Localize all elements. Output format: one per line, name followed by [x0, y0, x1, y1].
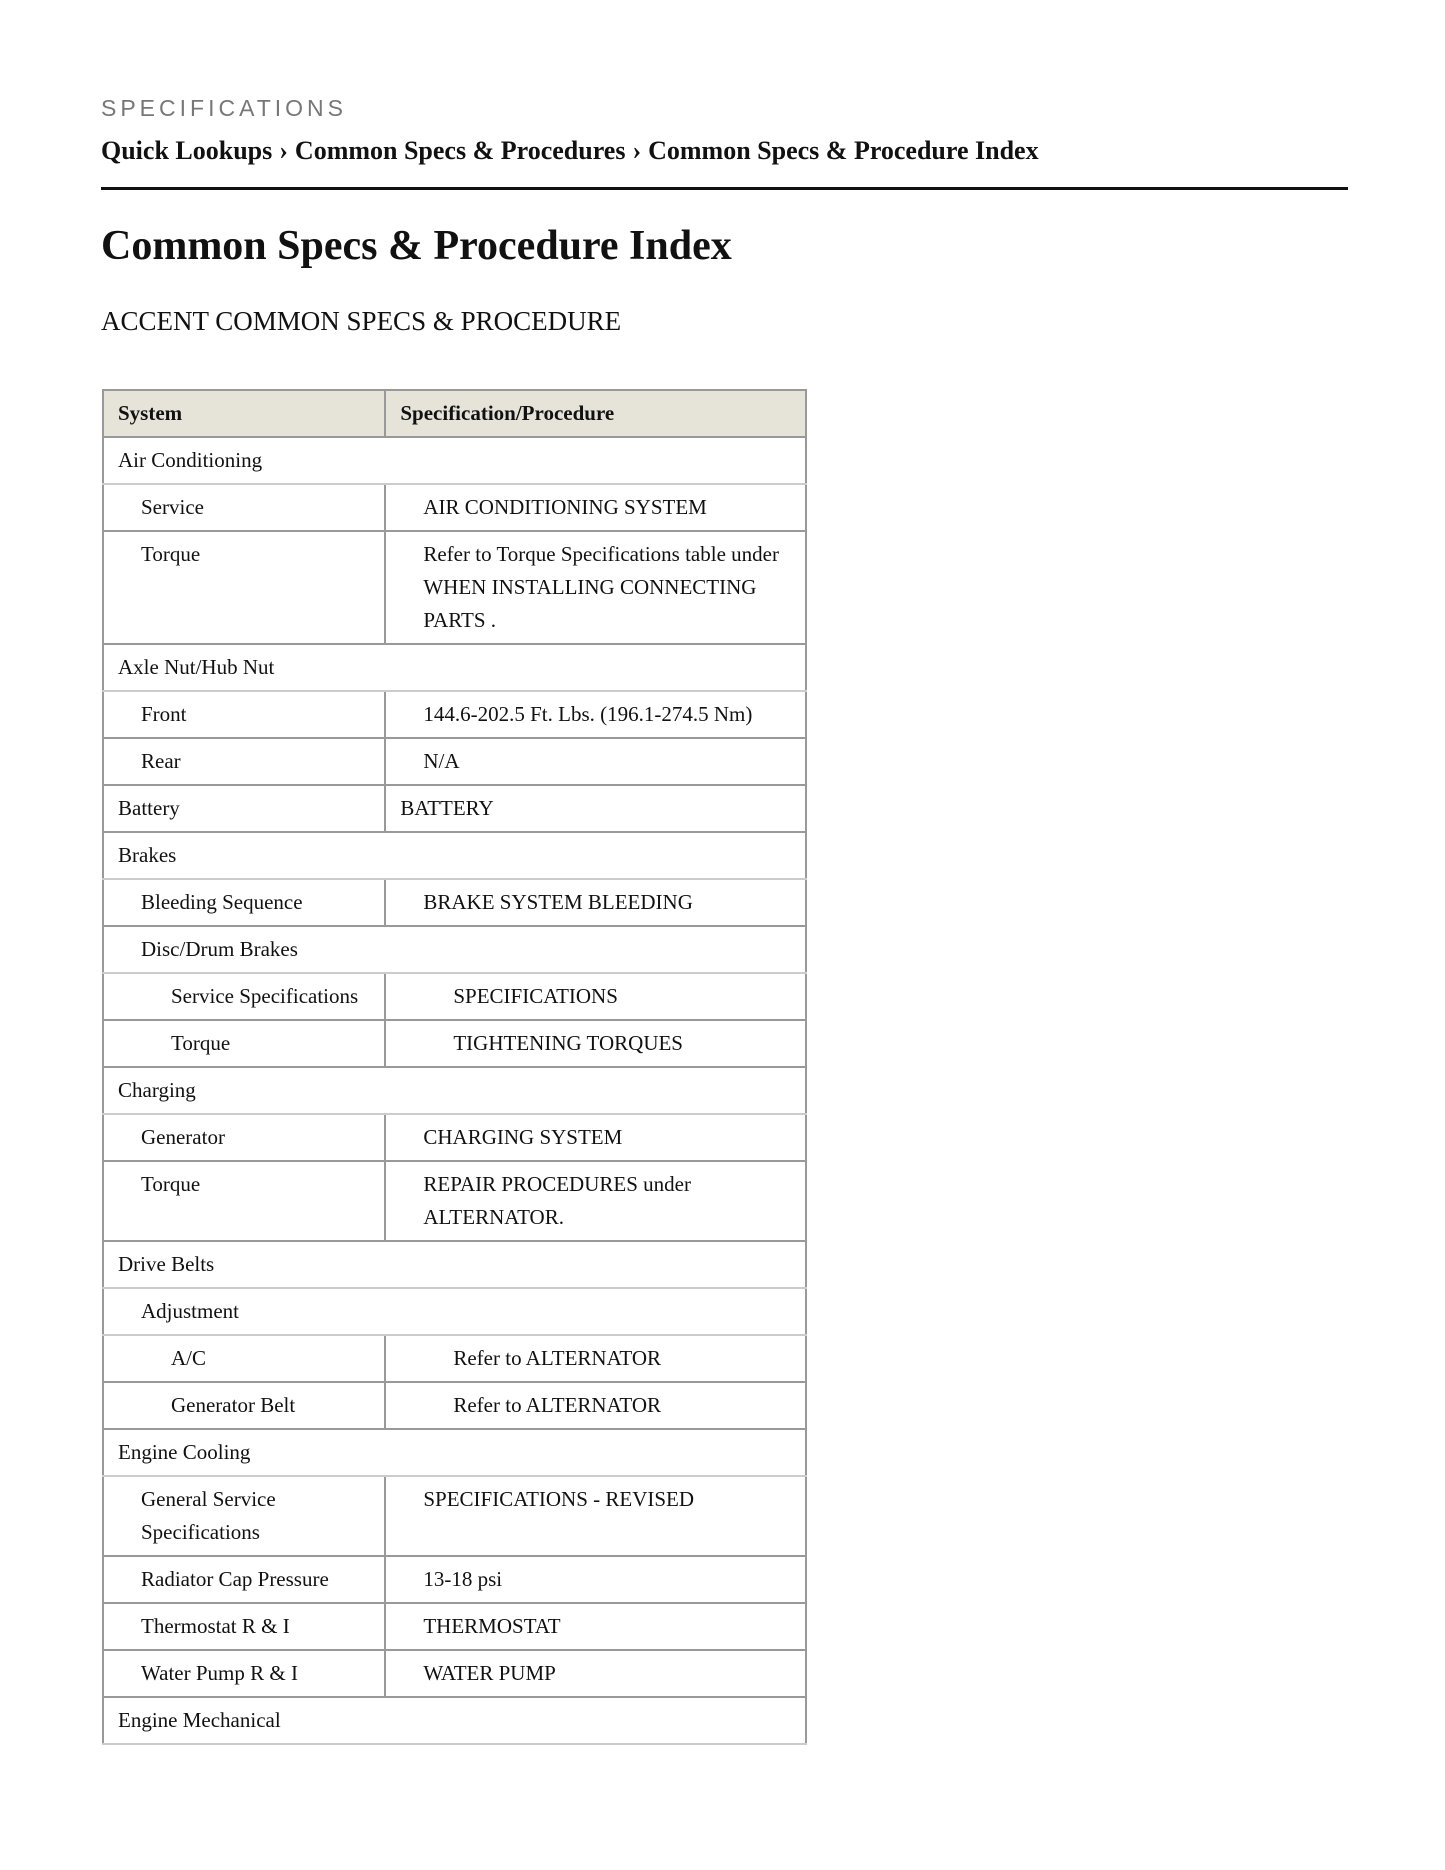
system-cell: A/C [103, 1335, 385, 1382]
system-group-label: Air Conditioning [103, 437, 806, 484]
system-group-label: Charging [103, 1067, 806, 1114]
spec-cell-link[interactable]: BATTERY [385, 785, 806, 832]
system-group-label: Axle Nut/Hub Nut [103, 644, 806, 691]
table-row [103, 926, 806, 973]
spec-cell-link[interactable]: Refer to ALTERNATOR [385, 1335, 806, 1382]
page-title: Common Specs & Procedure Index [101, 223, 732, 269]
spec-cell-link[interactable]: REPAIR PROCEDURES under ALTERNATOR. [385, 1161, 806, 1241]
system-cell: Torque [103, 1020, 385, 1067]
system-cell: Radiator Cap Pressure [103, 1556, 385, 1603]
system-cell: Service [103, 484, 385, 531]
breadcrumb [101, 136, 1039, 166]
system-cell: Torque [103, 531, 385, 644]
spec-cell-link[interactable]: TIGHTENING TORQUES [385, 1020, 806, 1067]
table-row [103, 1067, 806, 1114]
spec-cell-link[interactable]: N/A [385, 738, 806, 785]
spec-cell-link[interactable]: AIR CONDITIONING SYSTEM [385, 484, 806, 531]
table-body [103, 437, 806, 1744]
table-row [103, 484, 806, 531]
table-row [103, 1335, 806, 1382]
table-header-row [103, 390, 806, 437]
table-row [103, 785, 806, 832]
breadcrumb-item-current: Common Specs & Procedure Index [648, 136, 1039, 165]
table-row [103, 973, 806, 1020]
system-cell: Service Specifications [103, 973, 385, 1020]
table-row [103, 1161, 806, 1241]
table-row [103, 1476, 806, 1556]
table-row [103, 1650, 806, 1697]
system-cell: Water Pump R & I [103, 1650, 385, 1697]
table-row [103, 1288, 806, 1335]
system-cell: Rear [103, 738, 385, 785]
system-cell: Bleeding Sequence [103, 879, 385, 926]
spec-cell-link[interactable]: Refer to Torque Specifications table under WHEN INSTALLING CONNECTING PARTS . [385, 531, 806, 644]
spec-cell-link[interactable]: THERMOSTAT [385, 1603, 806, 1650]
spec-cell-link[interactable]: BRAKE SYSTEM BLEEDING [385, 879, 806, 926]
breadcrumb-item-common-specs[interactable]: Common Specs & Procedures [294, 136, 626, 165]
table-row [103, 531, 806, 644]
section-eyebrow: SPECIFICATIONS [101, 95, 347, 121]
column-header-spec: Specification/Procedure [385, 390, 806, 437]
breadcrumb-item-quick-lookups[interactable]: Quick Lookups [101, 136, 273, 165]
table-row [103, 1382, 806, 1429]
spec-cell-link[interactable]: SPECIFICATIONS - REVISED [385, 1476, 806, 1556]
table-row [103, 1556, 806, 1603]
column-header-system: System [103, 390, 385, 437]
system-group-label: Drive Belts [103, 1241, 806, 1288]
spec-cell-link[interactable]: CHARGING SYSTEM [385, 1114, 806, 1161]
breadcrumb-separator: › [632, 136, 642, 165]
table-row [103, 1241, 806, 1288]
system-cell: Front [103, 691, 385, 738]
system-cell: Torque [103, 1161, 385, 1241]
specs-table [102, 389, 807, 1745]
system-cell: General Service Specifications [103, 1476, 385, 1556]
system-group-label: Disc/Drum Brakes [103, 926, 806, 973]
spec-cell-link[interactable]: SPECIFICATIONS [385, 973, 806, 1020]
table-row [103, 1020, 806, 1067]
table-row [103, 1603, 806, 1650]
table-row [103, 832, 806, 879]
spec-cell-link[interactable]: 144.6-202.5 Ft. Lbs. (196.1-274.5 Nm) [385, 691, 806, 738]
system-cell: Battery [103, 785, 385, 832]
spec-cell-link[interactable]: Refer to ALTERNATOR [385, 1382, 806, 1429]
table-row [103, 879, 806, 926]
header-divider [101, 187, 1348, 190]
system-cell: Thermostat R & I [103, 1603, 385, 1650]
table-row [103, 644, 806, 691]
table-row [103, 1697, 806, 1744]
page-subtitle: ACCENT COMMON SPECS & PROCEDURE [101, 306, 622, 336]
table-row [103, 1429, 806, 1476]
system-group-label: Brakes [103, 832, 806, 879]
table-row [103, 691, 806, 738]
table-row [103, 1114, 806, 1161]
breadcrumb-separator: › [279, 136, 288, 165]
spec-cell-link[interactable]: WATER PUMP [385, 1650, 806, 1697]
system-group-label: Engine Mechanical [103, 1697, 806, 1744]
system-group-label: Engine Cooling [103, 1429, 806, 1476]
spec-cell-link[interactable]: 13-18 psi [385, 1556, 806, 1603]
system-cell: Generator [103, 1114, 385, 1161]
system-group-label: Adjustment [103, 1288, 806, 1335]
table-row [103, 738, 806, 785]
table-row [103, 437, 806, 484]
system-cell: Generator Belt [103, 1382, 385, 1429]
